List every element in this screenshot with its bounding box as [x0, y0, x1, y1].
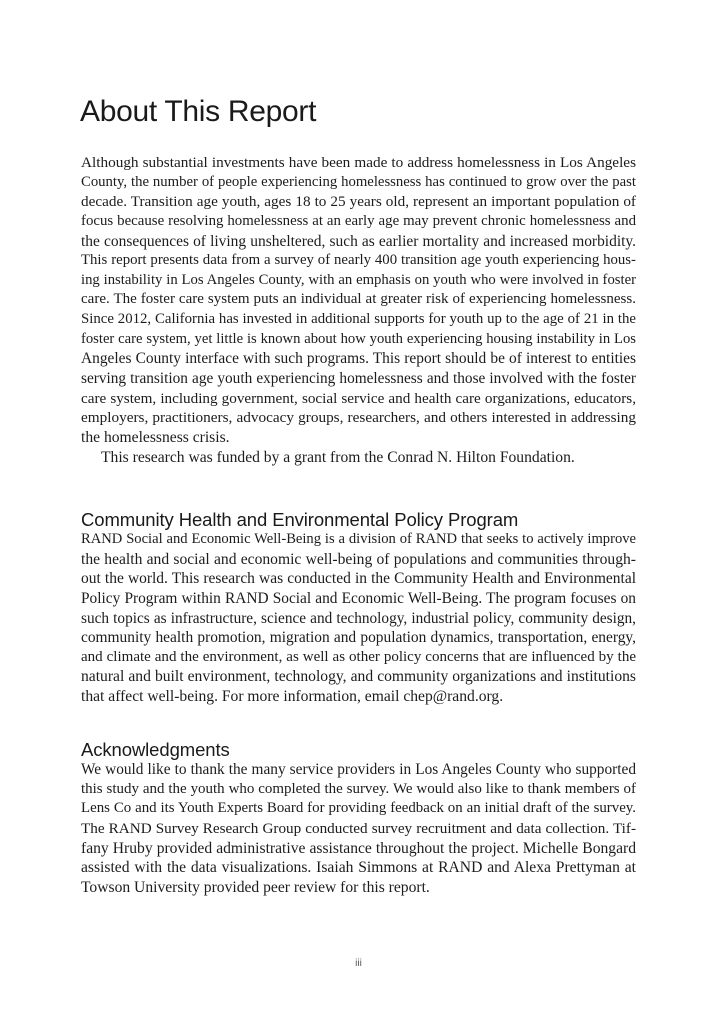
text-line: community health promotion, migration and population dynamics, transportation, energy, — [81, 629, 636, 647]
text-line: the consequences of living unsheltered, such as earlier mortality and increased morbidity. — [81, 232, 636, 250]
text-line: focus because resolving homelessness at an early age may prevent chronic homelessness and — [81, 212, 636, 229]
text-line: the health and social and economic well-being of populations and communities through- — [81, 550, 636, 568]
text-line: This report presents data from a survey of nearly 400 transition age youth experiencing hous- — [81, 252, 636, 269]
text-line: Angeles County interface with such programs. This report should be of interest to entities — [81, 350, 636, 368]
text-line: assisted with the data visualizations. Isaiah Simmons at RAND and Alexa Prettyman at — [81, 859, 636, 877]
text-line: this study and the youth who completed the survey. We would also like to thank members of — [81, 780, 636, 797]
text-line: natural and built environment, technology, and community organizations and institutions — [81, 668, 636, 686]
page-title: About This Report — [80, 95, 317, 128]
acknowledgments-paragraph — [81, 760, 636, 897]
text-line: care. The foster care system puts an individual at greater risk of experiencing homelessness. — [81, 291, 636, 308]
program-heading: Community Health and Environmental Policy Program — [81, 509, 519, 530]
text-line: County, the number of people experiencing homelessness has continued to grow over the past — [81, 173, 636, 190]
text-line: Although substantial investments have been made to address homelessness in Los Angeles — [81, 154, 636, 171]
text-line: out the world. This research was conducted in the Community Health and Environmental — [81, 570, 636, 588]
text-line: fany Hruby provided administrative assistance throughout the project. Michelle Bongard — [81, 839, 636, 857]
text-line: RAND Social and Economic Well-Being is a division of RAND that seeks to actively improve — [81, 531, 636, 547]
text-line: Towson University provided peer review for this report. — [81, 878, 430, 896]
funding-statement: This research was funded by a grant from the Conrad N. Hilton Foundation. — [101, 448, 575, 466]
text-line: the homelessness crisis. — [81, 428, 230, 446]
page-number: iii — [355, 958, 362, 969]
text-line: serving transition age youth experiencing homelessness and those involved with the foster — [81, 370, 636, 388]
text-line: and climate and the environment, as well as other policy concerns that are influenced by the — [81, 648, 636, 665]
text-line: that affect well-being. For more information, email chep@rand.org. — [81, 688, 504, 706]
text-line: decade. Transition age youth, ages 18 to 25 years old, represent an important population of — [81, 193, 636, 211]
text-line: We would like to thank the many service providers in Los Angeles County who supported — [81, 761, 636, 778]
about-paragraph — [81, 153, 636, 467]
text-line: care system, including government, social service and health care organizations, educators, — [81, 389, 636, 407]
text-line: employers, practitioners, advocacy groups, researchers, and others interested in addressing — [81, 409, 636, 427]
text-line: Since 2012, California has invested in additional supports for youth up to the age of 21 in the — [81, 311, 636, 328]
text-line: Policy Program within RAND Social and Economic Well-Being. The program focuses on — [81, 589, 636, 607]
text-line: The RAND Survey Research Group conducted survey recruitment and data collection. Tif- — [81, 819, 636, 837]
text-line: foster care system, yet little is known about how youth experiencing housing instability in Los — [81, 330, 636, 347]
text-line: ing instability in Los Angeles County, with an emphasis on youth who were involved in foster — [81, 271, 636, 288]
program-paragraph — [81, 530, 636, 707]
text-line: Lens Co and its Youth Experts Board for providing feedback on an initial draft of the survey. — [81, 800, 636, 817]
acknowledgments-heading: Acknowledgments — [81, 739, 230, 760]
text-line: such topics as infrastructure, science and technology, industrial policy, community design, — [81, 609, 636, 627]
